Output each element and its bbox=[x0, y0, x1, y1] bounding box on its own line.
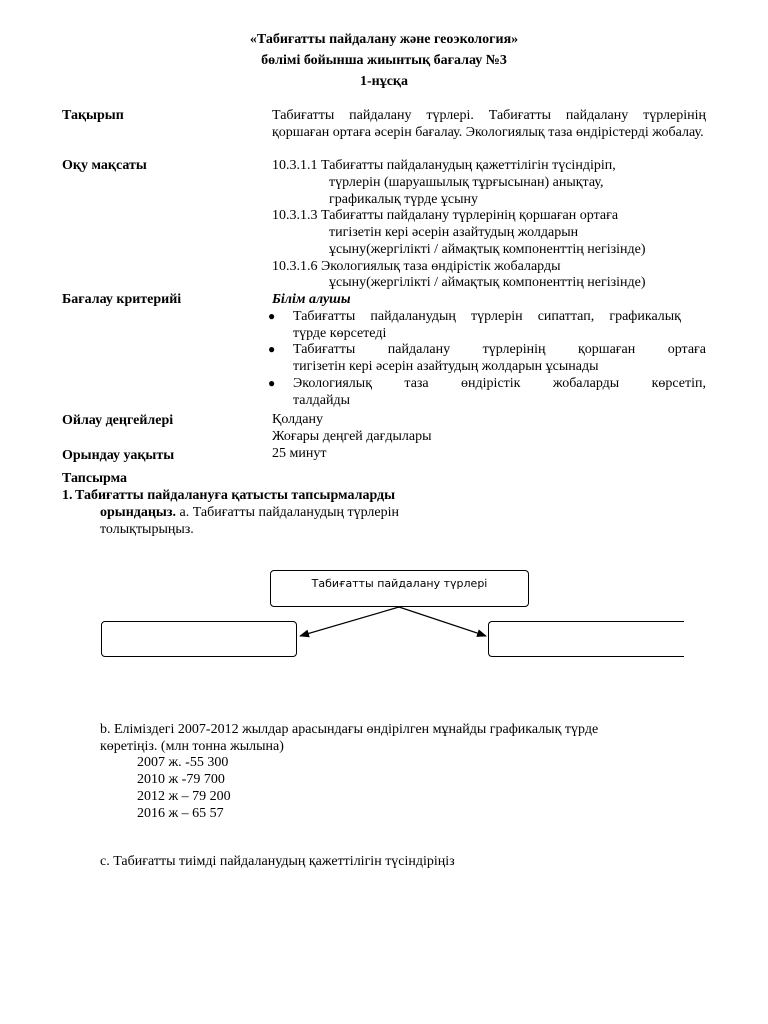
task-heading: Тапсырма bbox=[62, 471, 128, 486]
thinking-level-1: Қолдану bbox=[272, 412, 323, 427]
learner-label: Білім алушы bbox=[272, 292, 351, 307]
objective-1-line-2: түрлерін (шаруашылық тұрғысынан) анықтау, bbox=[329, 175, 604, 190]
bullet-icon: ● bbox=[268, 342, 276, 356]
objective-1-line-3: графикалық түрде ұсыну bbox=[329, 192, 479, 207]
data-row: 2012 ж – 79 200 bbox=[137, 789, 231, 804]
criterion-2-line-1: Табиғатты пайдалану түрлерінің қоршаған ортаға bbox=[293, 342, 706, 357]
task-1-line-3: толықтырыңыз. bbox=[100, 522, 194, 537]
objective-1-line-1: 10.3.1.1 Табиғатты пайдаланудың қажеттілігін түсіндіріп, bbox=[272, 158, 616, 173]
objective-3-line-2: ұсыну(жергілікті / аймақтық компоненттің негізінде) bbox=[329, 275, 646, 290]
diagram-title: Табиғатты пайдалану түрлері bbox=[311, 577, 488, 590]
criterion-3-line-2: талдайды bbox=[293, 393, 350, 408]
task-b-line-1: b. Еліміздегі 2007-2012 жылдар арасындағы өндірілген мұнайды графикалық түрде bbox=[100, 722, 599, 737]
criterion-3-line-1: Экологиялық таза өндірістік жобаларды көрсетіп, bbox=[293, 376, 706, 391]
arrow-left bbox=[300, 607, 399, 636]
objectives-label: Оқу мақсаты bbox=[62, 158, 147, 173]
task-1-rest: а. Табиғатты пайдаланудың түрлерін bbox=[176, 505, 399, 520]
task-c: c. Табиғатты тиімді пайдаланудың қажеттілігін түсіндіріңіз bbox=[100, 854, 455, 869]
topic-text: Табиғатты пайдалану түрлері. Табиғатты пайдалану түрлерінің қоршаған ортаға әсерін бағалау. Экологиялық таза өндірістерді жобалау. bbox=[272, 108, 706, 140]
topic-label: Тақырып bbox=[62, 108, 124, 123]
title-line-1: «Табиғатты пайдалану және геоэкология» bbox=[249, 32, 519, 47]
task-1-line-2 bbox=[100, 504, 399, 521]
time-label: Орындау уақыты bbox=[62, 448, 175, 463]
thinking-level-2: Жоғары деңгей дағдылары bbox=[272, 429, 432, 444]
diagram-right-box[interactable] bbox=[488, 621, 684, 657]
diagram-title-box bbox=[270, 570, 529, 607]
data-row: 2010 ж -79 700 bbox=[137, 772, 225, 787]
objective-3-line-1: 10.3.1.6 Экологиялық таза өндірістік жобаларды bbox=[272, 259, 561, 274]
criteria-label: Бағалау критерийі bbox=[62, 292, 182, 307]
bullet-icon: ● bbox=[268, 376, 276, 390]
data-row: 2016 ж – 65 57 bbox=[137, 806, 224, 821]
task-b-line-2: көретіңіз. (млн тонна жылына) bbox=[100, 739, 284, 754]
objective-2-line-2: тигізетін кері әсерін азайтудың жолдарын bbox=[329, 225, 579, 240]
arrow-right bbox=[399, 607, 486, 636]
data-row: 2007 ж. -55 300 bbox=[137, 755, 229, 770]
thinking-levels-label: Ойлау деңгейлері bbox=[62, 413, 174, 428]
objective-2-line-1: 10.3.1.3 Табиғатты пайдалану түрлерінің қоршаған ортаға bbox=[272, 208, 619, 223]
time-value: 25 минут bbox=[272, 446, 327, 461]
task-1-line-1: Табиғатты пайдалануға қатысты тапсырмаларды bbox=[75, 488, 396, 503]
bullet-icon: ● bbox=[268, 309, 276, 323]
title-line-2: бөлімі бойынша жиынтық бағалау №3 bbox=[261, 53, 507, 68]
task-1-number: 1. bbox=[62, 488, 73, 503]
variant-label: 1-нұсқа bbox=[359, 74, 408, 89]
objective-2-line-3: ұсыну(жергілікті / аймақтық компоненттің негізінде) bbox=[329, 242, 646, 257]
criterion-1-line-2: түрде көрсетеді bbox=[293, 326, 387, 341]
criterion-2-line-2: тигізетін кері әсерін азайтудың жолдарын ұсынады bbox=[293, 359, 599, 374]
diagram-left-box[interactable] bbox=[101, 621, 297, 657]
task-1-bold: орындаңыз. bbox=[100, 505, 176, 520]
criterion-1-line-1: Табиғатты пайдаланудың түрлерін сипаттап, графикалық bbox=[293, 309, 681, 324]
